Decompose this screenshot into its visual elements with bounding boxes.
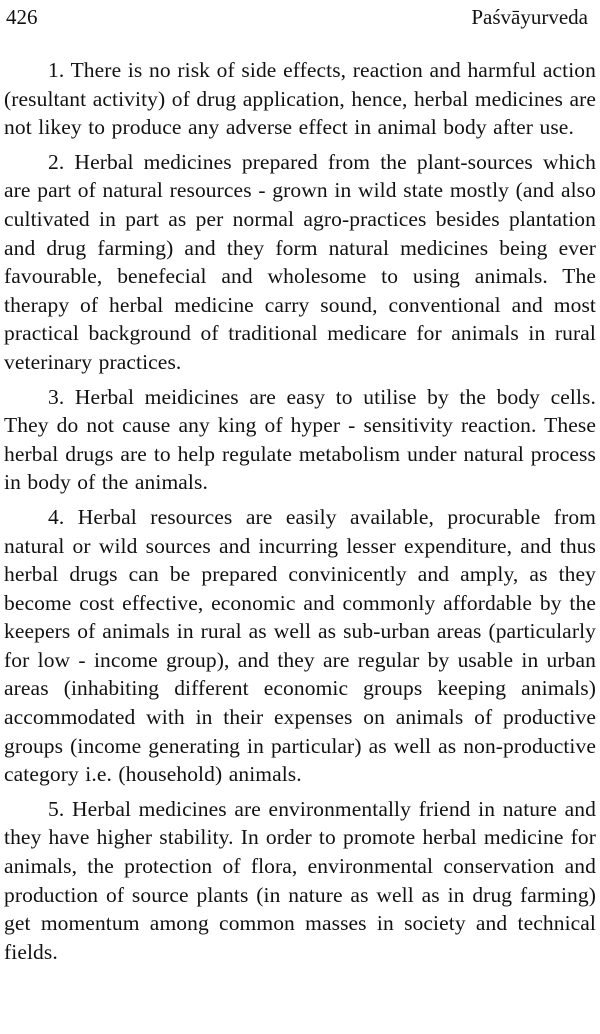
paragraph-1: 1. There is no risk of side effects, reaction and harmful action (resultant activity) of drug application, hence, herbal medicines are not likey to produce any adverse effect in animal body after use. xyxy=(4,58,596,140)
paragraph-4: 4. Herbal resources are easily available, procurable from natural or wild sources and incurring lesser expenditure, and thus herbal drugs can be prepared convinicently and amply, as they become cost effective, economic and commonly affordable by the keepers of animals in rural as well as sub-urban areas (particularly for low - income group), and they are regular by usable in urban areas (inhabiting different economic groups keeping animals) accommodated with in their expenses on animals of productive groups (income generating in particular) as well as non-productive category i.e. (household) animals. xyxy=(4,504,596,787)
running-title: Paśvāyurveda xyxy=(471,5,588,29)
page-body xyxy=(4,56,596,972)
paragraph-2: 2. Herbal medicines prepared from the plant-sources which are part of natural resources - grown in wild state mostly (and also cultivated in part as per normal agro-practices besides plantation and drug farming) and they form natural medicines being ever favourable, benefecial and wholesome to using animals. The therapy of herbal medicine carry sound, conventional and most practical background of traditional medicare for animals in rural veterinary practices. xyxy=(4,149,596,374)
page-header xyxy=(4,0,592,36)
paragraph-3: 3. Herbal meidicines are easy to utilise by the body cells. They do not cause any king of hyper - sensitivity reaction. These herbal drugs are to help regulate metabolism under natural process in body of the animals. xyxy=(4,384,596,495)
paragraph-5: 5. Herbal medicines are environmentally friend in nature and they have higher stability. In order to promote herbal medicine for animals, the protection of flora, environmental conservation and production of source plants (in nature as well as in drug farming) get momentum among common masses in society and technical fields. xyxy=(4,796,596,964)
page-number: 426 xyxy=(6,5,38,29)
